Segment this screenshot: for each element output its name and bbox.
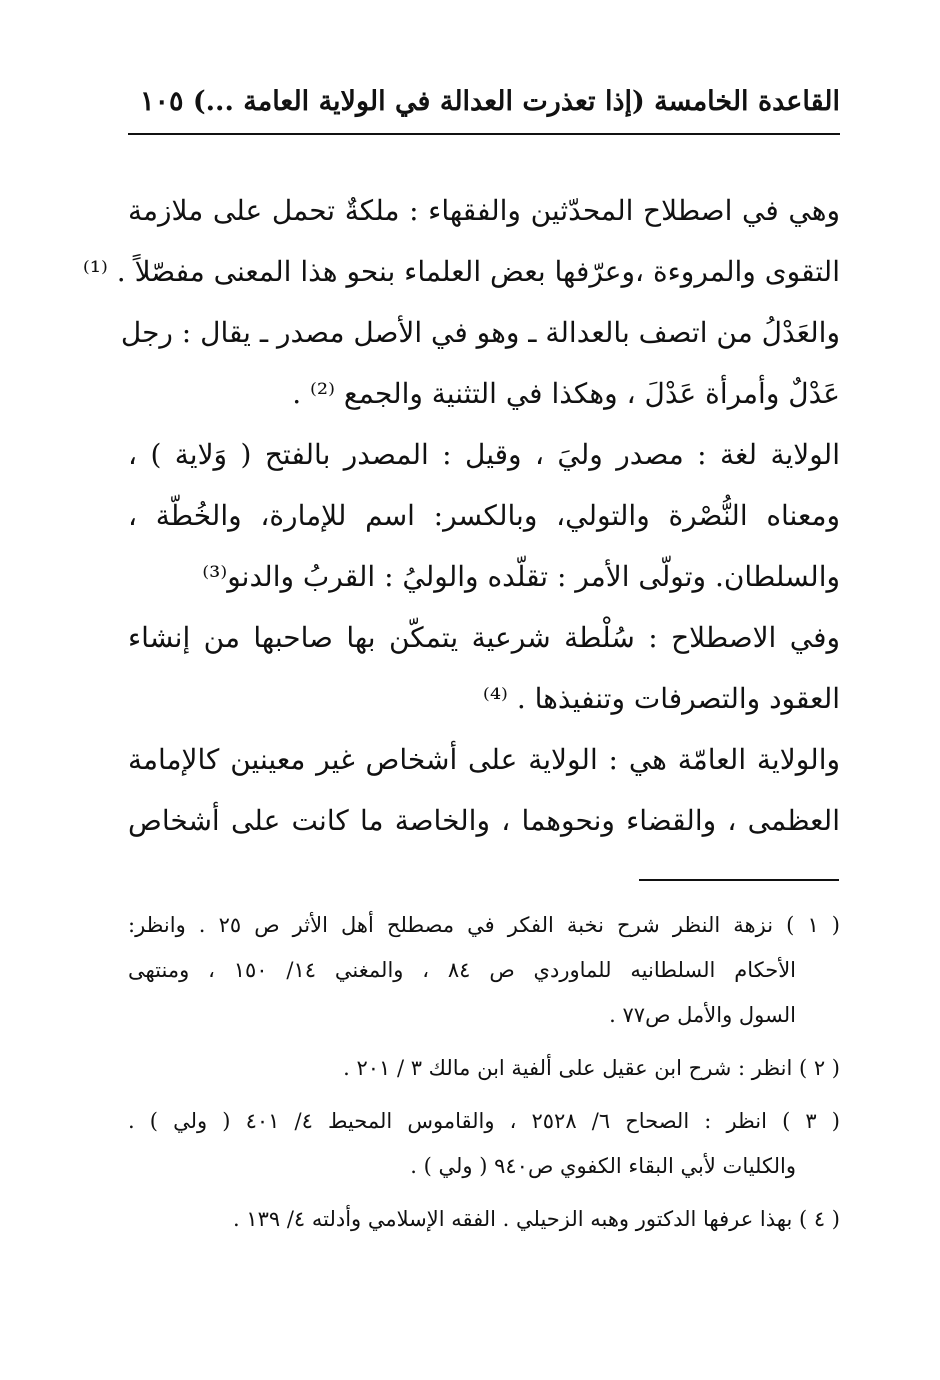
text-line: العظمى ، والقضاء ونحوهما ، والخاصة ما كانت على أشخاص bbox=[128, 804, 840, 837]
text-line: وهي في اصطلاح المحدّثين والفقهاء : ملكةٌ تحمل على ملازمة bbox=[128, 194, 840, 227]
text-line: والولاية العامّة هي : الولاية على أشخاص غير معينين كالإمامة bbox=[128, 743, 840, 776]
footnote-2-line: ( ٢ ) انظر : شرح ابن عقيل على ألفية ابن مالك ٣ / ٢٠١ . bbox=[343, 1056, 840, 1080]
footnote-separator bbox=[639, 879, 839, 881]
footnote-1-line: السول والأمل ص٧٧ . bbox=[609, 1003, 796, 1027]
main-text bbox=[82, 182, 840, 853]
footnote-3-line: ( ٣ ) انظر : الصحاح ٦/ ٢٥٢٨ ، والقاموس المحيط ٤/ ٤٠١ ( ولي ) . bbox=[128, 1109, 840, 1133]
page-header bbox=[128, 82, 840, 126]
footnote-3-line: والكليات لأبي البقاء الكفوي ص٩٤٠ ( ولي ) . bbox=[410, 1154, 796, 1178]
page-number: ١٠٥ bbox=[140, 86, 184, 117]
header-rule bbox=[128, 133, 840, 135]
text-line: ومعناه النُّصْرة والتولي، وبالكسر: اسم للإمارة، والخُطّة ، bbox=[128, 499, 840, 532]
running-head: القاعدة الخامسة (إذا تعذرت العدالة في الولاية العامة ...) bbox=[192, 86, 840, 117]
footnote-1-line: الأحكام السلطانيه للماوردي ص ٨٤ ، والمغني ١٤/ ١٥٠ ، ومنتهى bbox=[128, 958, 796, 982]
text-line: عَدْلٌ وأمرأة عَدْلَ ، وهكذا في التثنية والجمع ⁽²⁾ . bbox=[292, 377, 840, 410]
text-line: وفي الاصطلاح : سُلْطة شرعية يتمكّن بها صاحبها من إنشاء bbox=[128, 621, 840, 654]
text-line: الولاية لغة : مصدر وليَ ، وقيل : المصدر بالفتح ( وَلاية ) ، bbox=[128, 438, 840, 471]
text-line: والسلطان. وتولّى الأمر : تقلّده والوليُ : القربُ والدنو⁽³⁾ bbox=[202, 560, 840, 593]
text-line: التقوى والمروءة ،وعرّفها بعض العلماء بنحو هذا المعنى مفصّلاً . ⁽¹⁾ bbox=[82, 255, 840, 288]
footnote-4-line: ( ٤ ) بهذا عرفها الدكتور وهبه الزحيلي . الفقه الإسلامي وأدلته ٤/ ١٣٩ . bbox=[232, 1207, 840, 1231]
text-line: العقود والتصرفات وتنفيذها . ⁽⁴⁾ bbox=[482, 682, 840, 715]
footnote-1-line: ( ١ ) نزهة النظر شرح نخبة الفكر في مصطلح أهل الأثر ص ٢٥ . وانظر: bbox=[128, 913, 840, 937]
text-line: والعَدْلُ من اتصف بالعدالة ـ وهو في الأصل مصدر ـ يقال : رجل bbox=[120, 316, 840, 349]
footnotes bbox=[128, 904, 840, 1243]
